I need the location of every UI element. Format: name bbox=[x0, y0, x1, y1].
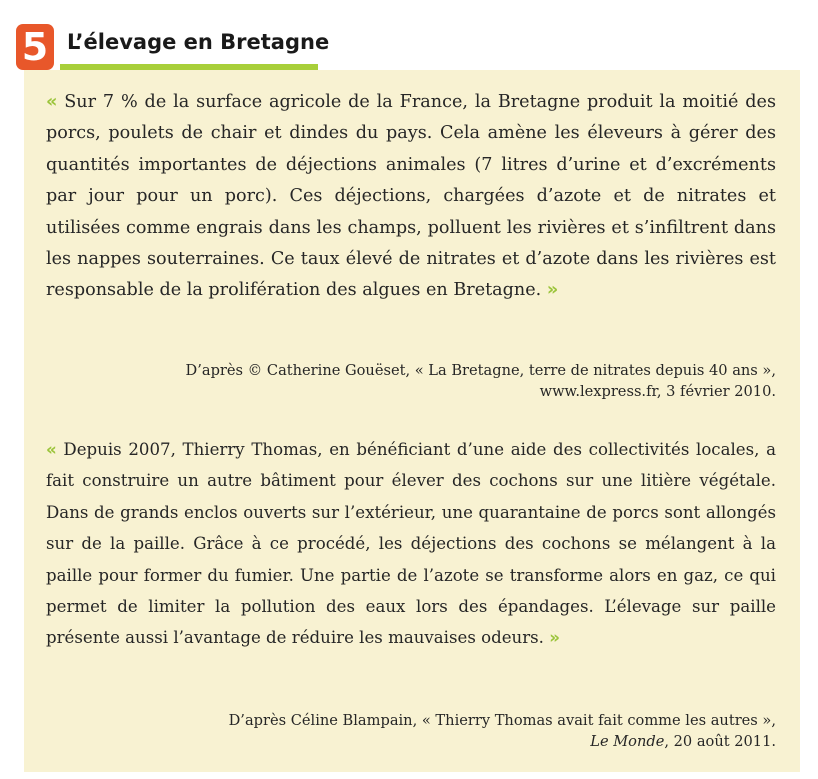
section-number-badge: 5 bbox=[16, 24, 54, 70]
section-header bbox=[16, 24, 330, 72]
quote-2-text: Depuis 2007, Thierry Thomas, en bénéficiant d’une aide des collectivités locales, a fait construire un autre bâtiment pour élever des cochons sur une litière végétale. Dans de grands enclos ouverts sur l’extérieur, une quarantaine de porcs sont allongés sur de la paille. Grâce à ce procédé, les déjections des cochons se mélangent à la paille pour former du fumier. Une partie de l’azote se transforme alors en gaz, ce qui permet de limiter la pollution des eaux lors des épandages. L’élevage sur paille présente aussi l’avantage de réduire les mauvaises odeurs. bbox=[46, 440, 776, 648]
quote-1-source-line-1: D’après © Catherine Gouëset, « La Bretagne, terre de nitrates depuis 40 ans », bbox=[185, 362, 776, 379]
open-quote-mark: « bbox=[46, 92, 58, 112]
quote-2-source-line-1: D’après Céline Blampain, « Thierry Thomas avait fait comme les autres », bbox=[228, 712, 776, 729]
quote-1-source bbox=[56, 360, 776, 402]
quote-2-source-line-2 bbox=[56, 731, 776, 752]
quote-2-source bbox=[56, 710, 776, 752]
quote-2 bbox=[46, 434, 776, 654]
section-title: L’élevage en Bretagne bbox=[67, 30, 330, 54]
close-quote-mark: » bbox=[546, 280, 559, 301]
close-quote-mark: » bbox=[549, 628, 560, 648]
document-panel bbox=[24, 70, 800, 772]
quote-1-source-line-2: www.lexpress.fr, 3 février 2010. bbox=[539, 383, 776, 400]
quote-2-source-date: , 20 août 2011. bbox=[664, 733, 776, 750]
open-quote-mark: « bbox=[46, 440, 57, 459]
quote-1-text: Sur 7 % de la surface agricole de la France, la Bretagne produit la moitié des porcs, poulets de chair et dindes du pays. Cela amène les éleveurs à gérer des quantités importantes de déjections animales (7 litres d’urine et d’excréments par jour pour un porc). Ces déjections, chargées d’azote et de nitrates et utilisées comme engrais dans les champs, polluent les rivières et s’infiltrent dans les nappes souterraines. Ce taux élevé de nitrates et d’azote dans les rivières est responsable de la prolifération des algues en Bretagne. bbox=[46, 92, 776, 301]
newspaper-name: Le Monde bbox=[590, 733, 665, 750]
quote-1 bbox=[46, 87, 776, 307]
